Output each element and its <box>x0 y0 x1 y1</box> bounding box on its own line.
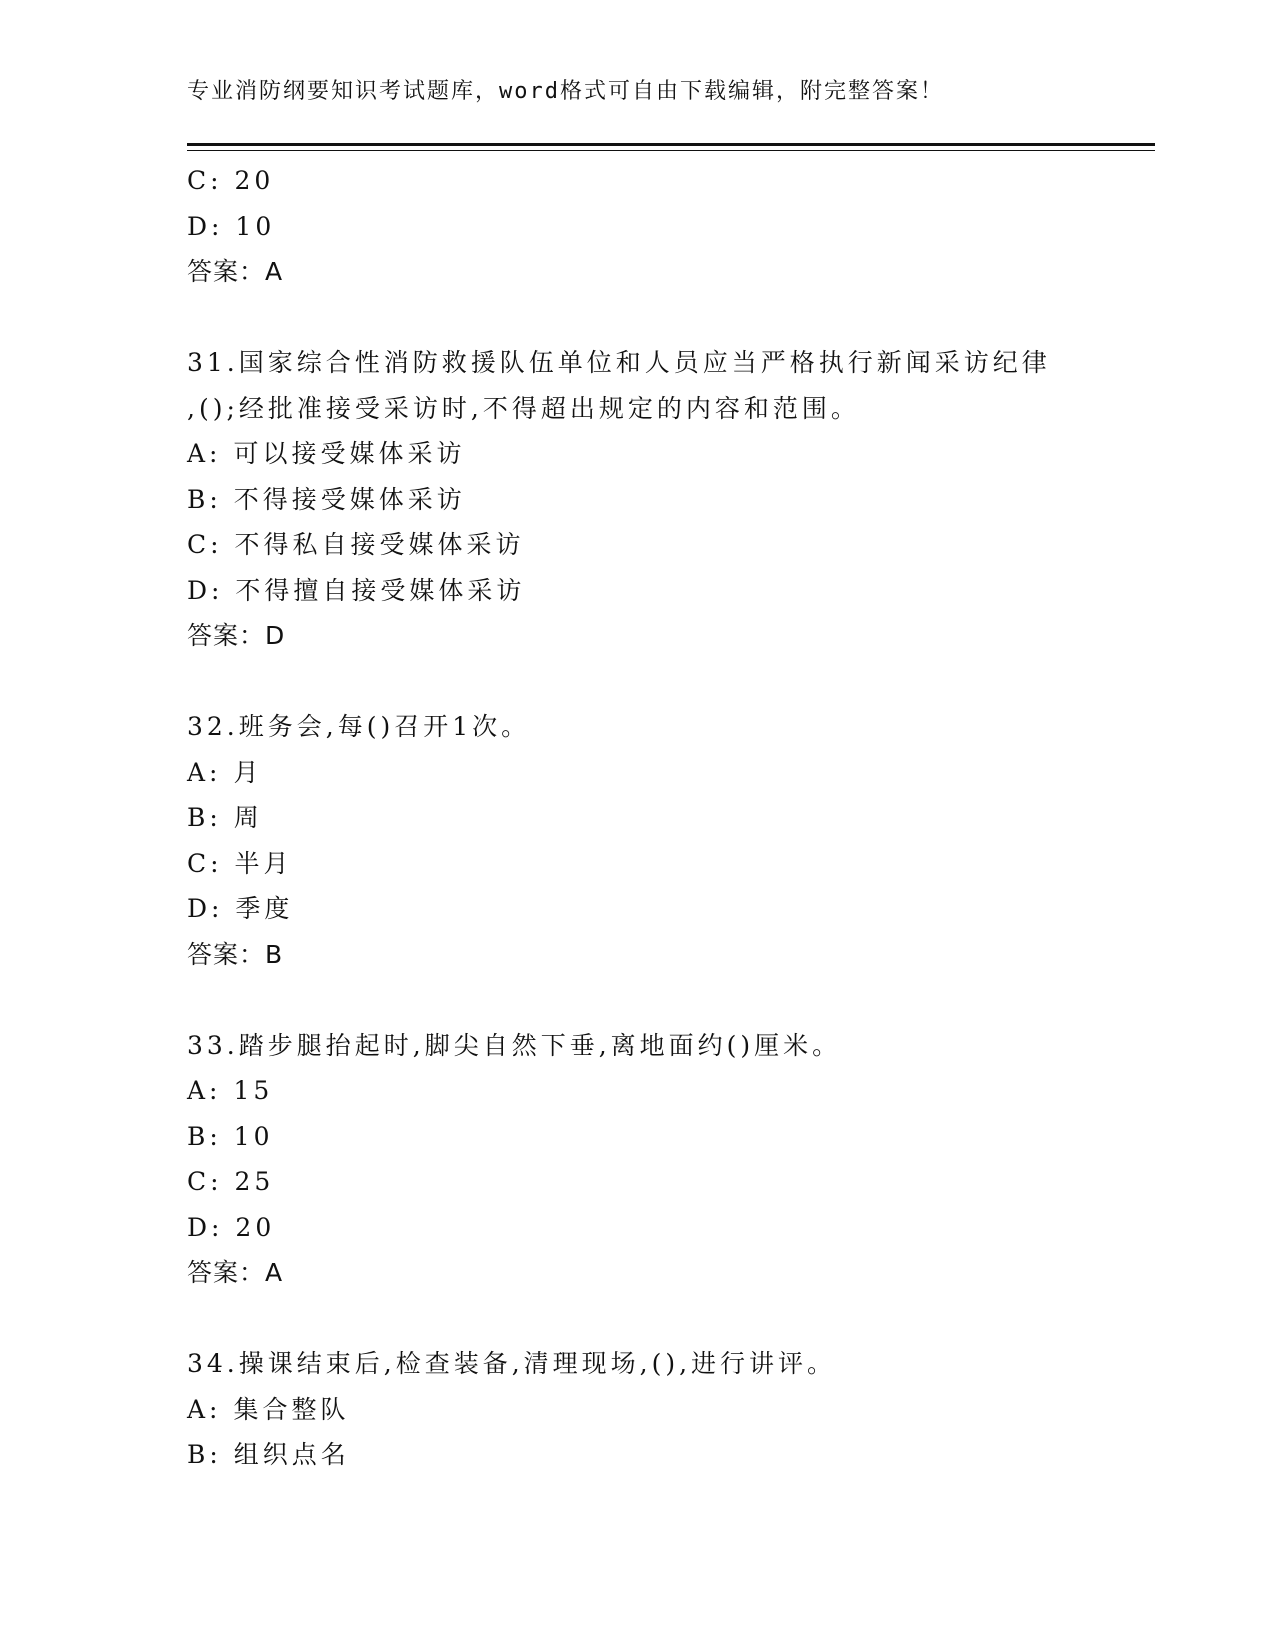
option-line <box>187 522 1147 568</box>
header-divider <box>187 143 1155 151</box>
option-label: A: <box>187 1076 222 1105</box>
option-label: B: <box>187 484 222 514</box>
option-line <box>187 1432 1147 1478</box>
question-text: 32.班务会,每()召开1次。 <box>187 712 531 741</box>
question-text: 33.踏步腿抬起时,脚尖自然下垂,离地面约()厘米。 <box>187 1030 842 1060</box>
option-text: 周 <box>233 803 263 832</box>
option-text: 不得接受媒体采访 <box>233 484 466 514</box>
option-label: C: <box>187 1167 223 1196</box>
answer-value: A <box>265 257 284 286</box>
option-text: 10 <box>233 1121 274 1151</box>
option-label: B: <box>187 1440 222 1469</box>
option-label: A: <box>187 757 222 787</box>
option-label: A: <box>187 1394 222 1424</box>
option-text: 不得私自接受媒体采访 <box>234 530 525 559</box>
option-text: 不得擅自接受媒体采访 <box>235 575 526 605</box>
option-line <box>187 158 1147 204</box>
option-label: C: <box>187 848 223 878</box>
option-label: B: <box>187 1121 222 1151</box>
option-line <box>187 750 1147 796</box>
option-line <box>187 204 1147 250</box>
answer-line <box>187 932 1147 978</box>
answer-value: A <box>265 1258 284 1287</box>
answer-label: 答案： <box>187 257 266 286</box>
option-text: 15 <box>233 1076 274 1105</box>
answer-value: D <box>265 621 286 650</box>
option-line <box>187 1387 1147 1433</box>
option-line <box>187 1114 1147 1160</box>
option-line <box>187 431 1147 477</box>
answer-line <box>187 613 1147 659</box>
option-line <box>187 1068 1147 1114</box>
option-text: 10 <box>235 211 276 241</box>
option-label: D: <box>187 894 224 923</box>
answer-value: B <box>265 939 284 969</box>
option-label: D: <box>187 1212 224 1242</box>
option-text: 集合整队 <box>233 1394 350 1424</box>
option-text: 20 <box>234 166 275 195</box>
option-text: 季度 <box>235 894 294 923</box>
option-label: A: <box>187 439 222 468</box>
option-label: B: <box>187 803 222 832</box>
option-line <box>187 1205 1147 1251</box>
option-line <box>187 795 1147 841</box>
answer-line <box>187 249 1147 295</box>
option-text: 20 <box>235 1212 276 1242</box>
answer-label: 答案： <box>187 621 266 650</box>
question-content <box>187 158 1147 1478</box>
option-text: 组织点名 <box>233 1440 350 1469</box>
option-label: D: <box>187 211 224 241</box>
option-label: D: <box>187 575 224 605</box>
option-text: 月 <box>233 757 263 787</box>
option-line <box>187 1159 1147 1205</box>
option-line <box>187 886 1147 932</box>
option-label: C: <box>187 530 223 559</box>
question-text: ,();经批准接受采访时,不得超出规定的内容和范围。 <box>187 393 860 423</box>
option-line <box>187 568 1147 614</box>
option-line <box>187 477 1147 523</box>
page-header: 专业消防纲要知识考试题库，word格式可自由下载编辑，附完整答案！ <box>187 79 944 104</box>
question-text: 34.操课结束后,检查装备,清理现场,(),进行讲评。 <box>187 1349 837 1378</box>
answer-label: 答案： <box>187 939 266 969</box>
option-text: 半月 <box>234 848 293 878</box>
option-label: C: <box>187 166 223 195</box>
option-text: 25 <box>234 1167 275 1196</box>
question-text: 31.国家综合性消防救援队伍单位和人员应当严格执行新闻采访纪律 <box>187 348 1051 377</box>
option-text: 可以接受媒体采访 <box>233 439 466 468</box>
option-line <box>187 841 1147 887</box>
answer-label: 答案： <box>187 1258 266 1287</box>
answer-line <box>187 1250 1147 1296</box>
